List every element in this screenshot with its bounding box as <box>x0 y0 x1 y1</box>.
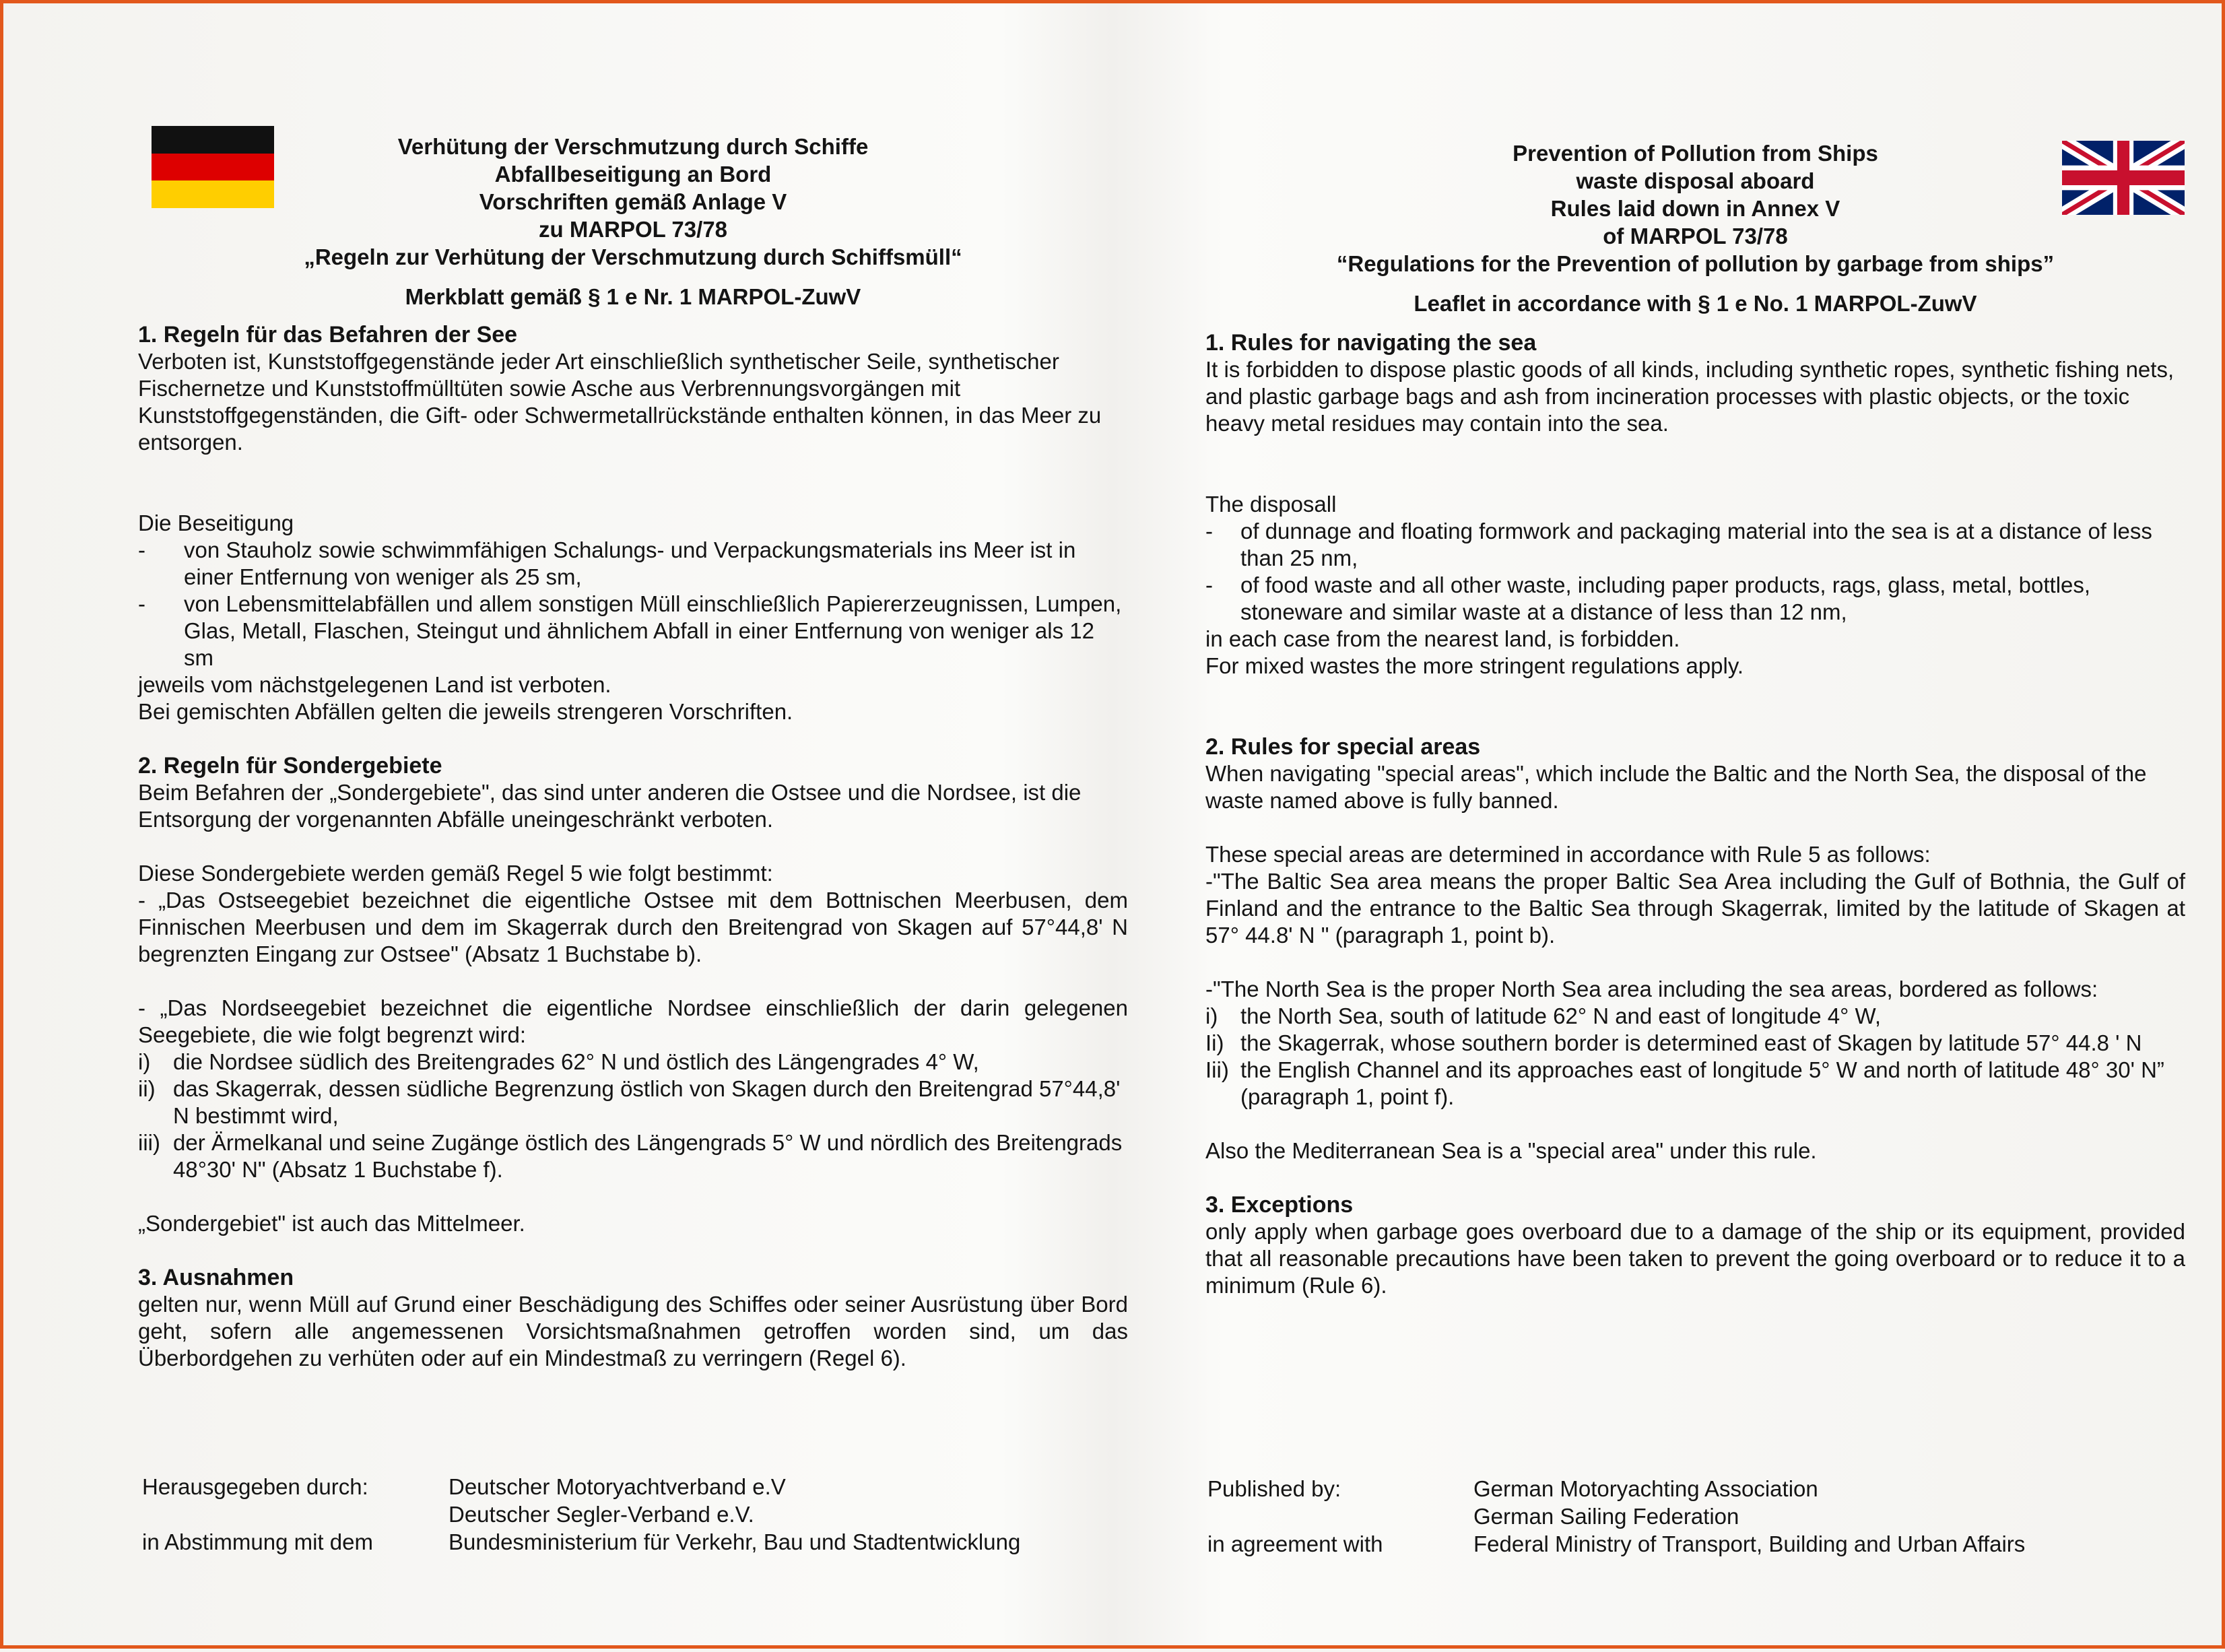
german-closing1: jeweils vom nächstgelegenen Land ist verboten. <box>138 672 611 697</box>
english-title-line3: Rules laid down in Annex V <box>1550 196 1840 221</box>
german-body <box>138 321 1128 1372</box>
german-section2-determined: Diese Sondergebiete werden gemäß Regel 5 wie folgt bestimmt: <box>138 861 773 886</box>
german-publisher-label: Herausgegeben durch: <box>142 1474 368 1499</box>
english-publisher-2: German Sailing Federation <box>1473 1504 1739 1529</box>
roman-marker: Ii) <box>1205 1030 1224 1055</box>
german-publisher-block <box>142 1473 1119 1554</box>
german-boundary-ii: das Skagerrak, dessen südliche Begrenzung östlich von Skagen durch den Breitengrad 57°44,8' N bestimmt wird, <box>173 1076 1121 1128</box>
english-disposal-item <box>1205 518 2185 572</box>
dash-marker: - <box>1205 572 1213 597</box>
english-section3-text: only apply when garbage goes overboard due to a damage of the ship or its equipment, provided that all reasonable precautions have been taken to prevent the going overboard or to reduce it to a minimum (Rule 6). <box>1205 1219 2185 1298</box>
german-section3-text: gelten nur, wenn Müll auf Grund einer Beschädigung des Schiffes oder seiner Ausrüstung über Bord geht, sofern alle angemessenen Vorsichtsmaßnahmen getroffen worden sind, um das Überbordgehen zu verhüten oder auf ein Mindestmaß zu verringern (Regel 6). <box>138 1292 1128 1370</box>
german-disposal-item1-text: von Stauholz sowie schwimmfähigen Schalungs- und Verpackungsmaterials ins Meer ist in einer Entfernung von weniger als 25 sm, <box>184 537 1076 589</box>
german-column <box>138 3 1128 1652</box>
german-closing2: Bei gemischten Abfällen gelten die jeweils strengeren Vorschriften. <box>138 699 793 724</box>
german-section1-title: 1. Regeln für das Befahren der See <box>138 322 518 348</box>
english-disposal-item1-text: of dunnage and floating formwork and packaging material into the sea is at a distance of less than 25 nm, <box>1240 519 2152 570</box>
german-disposal-intro: Die Beseitigung <box>138 510 294 535</box>
english-closing2: For mixed wastes the more stringent regulations apply. <box>1205 653 1744 678</box>
german-baltic-definition: - „Das Ostseegebiet bezeichnet die eigentliche Ostsee mit dem Bottnischen Meerbusen, dem Finnischen Meerbusen und dem im Skagerrak durch den Breitengrad von Skagen auf 57°44,8' N begrenzten Eingang zur Ostsee" (Absatz 1 Buchstabe b). <box>138 888 1128 966</box>
german-agreement-label: in Abstimmung mit dem <box>142 1529 373 1554</box>
dash-marker: - <box>1205 519 1213 543</box>
english-north-sea-definition: -"The North Sea is the proper North Sea area including the sea areas, bordered as follows: <box>1205 977 2098 1001</box>
english-boundary-i: the North Sea, south of latitude 62° N and east of longitude 4° W, <box>1240 1003 1881 1028</box>
german-publisher-1: Deutscher Motoryachtverband e.V <box>449 1474 786 1499</box>
english-ministry: Federal Ministry of Transport, Building and Urban Affairs <box>1473 1531 2026 1556</box>
english-title-line1: Prevention of Pollution from Ships <box>1513 141 1878 166</box>
german-boundary-iii: der Ärmelkanal und seine Zugänge östlich des Längengrads 5° W und nördlich des Breitengrads 48°30' N" (Absatz 1 Buchstabe f). <box>173 1130 1123 1182</box>
roman-marker: i) <box>1205 1003 1218 1028</box>
english-title-line2: waste disposal aboard <box>1576 168 1815 193</box>
german-section3-title: 3. Ausnahmen <box>138 1265 294 1290</box>
english-publisher-label: Published by: <box>1207 1476 1341 1501</box>
english-title-line4: of MARPOL 73/78 <box>1603 224 1788 249</box>
german-title-line2: Abfallbeseitigung an Bord <box>494 162 772 187</box>
english-boundary-iii: the English Channel and its approaches east of longitude 5° W and north of latitude 48° 30' N” (paragraph 1, point f). <box>1240 1057 2164 1109</box>
german-disposal-item <box>138 591 1128 671</box>
german-section1-text: Verboten ist, Kunststoffgegenstände jeder Art einschließlich synthetischer Seile, synthetischer Fischernetze und Kunststoffmülltüten sowie Asche aus Verbrennungsvorgängen mit Kunststoffgegenständen, die Gift- oder Schwermetallrückstände enthalten können, in das Meer zu entsorgen. <box>138 349 1102 455</box>
german-mediterranean-note: „Sondergebiet" ist auch das Mittelmeer. <box>138 1211 525 1236</box>
german-ministry: Bundesministerium für Verkehr, Bau und Stadtentwicklung <box>449 1529 1021 1554</box>
german-boundary-item <box>138 1076 1128 1129</box>
german-north-sea-definition: - „Das Nordseegebiet bezeichnet die eigentliche Nordsee einschließlich der darin gelegenen Seegebiete, die wie folgt begrenzt wird: <box>138 995 1128 1047</box>
roman-marker: iii) <box>138 1130 160 1155</box>
english-section1-title: 1. Rules for navigating the sea <box>1205 330 1537 356</box>
english-publisher-1: German Motoryachting Association <box>1473 1476 1818 1501</box>
german-leaflet-line: Merkblatt gemäß § 1 e Nr. 1 MARPOL-ZuwV <box>405 284 861 309</box>
roman-marker: ii) <box>138 1076 156 1101</box>
dash-marker: - <box>138 537 145 562</box>
english-leaflet-line: Leaflet in accordance with § 1 e No. 1 MARPOL-ZuwV <box>1414 291 1977 316</box>
german-title-line4: zu MARPOL 73/78 <box>539 217 727 242</box>
english-section2-text: When navigating "special areas", which include the Baltic and the North Sea, the disposal of the waste named above is fully banned. <box>1205 761 2147 813</box>
english-heading <box>1205 139 2185 317</box>
english-agreement-label: in agreement with <box>1207 1531 1383 1556</box>
german-section2-text: Beim Befahren der „Sondergebiete", das sind unter anderen die Ostsee und die Nordsee, ist die Entsorgung der vorgenannten Abfälle uneingeschränkt verboten. <box>138 780 1082 832</box>
english-body <box>1205 329 2185 1299</box>
english-section1-text: It is forbidden to dispose plastic goods of all kinds, including synthetic ropes, synthetic fishing nets, and plastic garbage bags and ash from incineration processes with plastic objects, or the toxic heavy metal residues may contain into the sea. <box>1205 357 2174 436</box>
german-title-line1: Verhütung der Verschmutzung durch Schiffe <box>397 134 869 159</box>
german-section2-title: 2. Regeln für Sondergebiete <box>138 753 442 779</box>
german-publisher-2: Deutscher Segler-Verband e.V. <box>449 1502 754 1527</box>
dash-marker: - <box>138 591 145 616</box>
english-boundary-item <box>1205 1057 2185 1111</box>
roman-marker: Iii) <box>1205 1057 1229 1082</box>
english-section3-title: 3. Exceptions <box>1205 1192 1354 1218</box>
english-disposal-intro: The disposall <box>1205 492 1337 517</box>
english-closing1: in each case from the nearest land, is forbidden. <box>1205 626 1680 651</box>
english-section2-determined: These special areas are determined in accordance with Rule 5 as follows: <box>1205 842 1931 867</box>
english-disposal-item <box>1205 572 2185 626</box>
english-column <box>1205 3 2185 1652</box>
german-disposal-item2-text: von Lebensmittelabfällen und allem sonstigen Müll einschließlich Papiererzeugnissen, Lumpen, Glas, Metall, Flaschen, Steingut und ähnlichem Abfall in einer Entfernung von weniger als 12 sm <box>184 591 1122 670</box>
english-publisher-block <box>1207 1475 2184 1556</box>
roman-marker: i) <box>138 1049 151 1074</box>
english-baltic-definition: -"The Baltic Sea area means the proper Baltic Sea Area including the Gulf of Bothnia, the Gulf of Finland and the entrance to the Baltic Sea through Skagerrak, limited by the latitude of Skagen at 57° 44.8' N " (paragraph 1, point b). <box>1205 869 2185 948</box>
english-boundary-ii: the Skagerrak, whose southern border is determined east of Skagen by latitude 57° 44.8 ' N <box>1240 1030 2142 1055</box>
english-disposal-item2-text: of food waste and all other waste, including paper products, rags, glass, metal, bottles, stoneware and similar waste at a distance of less than 12 nm, <box>1240 572 2091 624</box>
german-heading <box>138 133 1128 310</box>
german-boundary-item <box>138 1129 1128 1183</box>
english-boundary-item <box>1205 1030 2185 1057</box>
german-disposal-item <box>138 537 1128 591</box>
german-title-line3: Vorschriften gemäß Anlage V <box>479 189 787 214</box>
english-section2-title: 2. Rules for special areas <box>1205 734 1481 760</box>
german-title-line5: „Regeln zur Verhütung der Verschmutzung durch Schiffsmüll“ <box>304 244 962 269</box>
english-boundary-item <box>1205 1003 2185 1030</box>
english-title-line5: “Regulations for the Prevention of pollution by garbage from ships” <box>1336 251 2055 276</box>
german-boundary-item <box>138 1049 1128 1076</box>
english-mediterranean-note: Also the Mediterranean Sea is a "special area" under this rule. <box>1205 1138 1817 1163</box>
german-boundary-i: die Nordsee südlich des Breitengrades 62° N und östlich des Längengrades 4° W, <box>173 1049 979 1074</box>
